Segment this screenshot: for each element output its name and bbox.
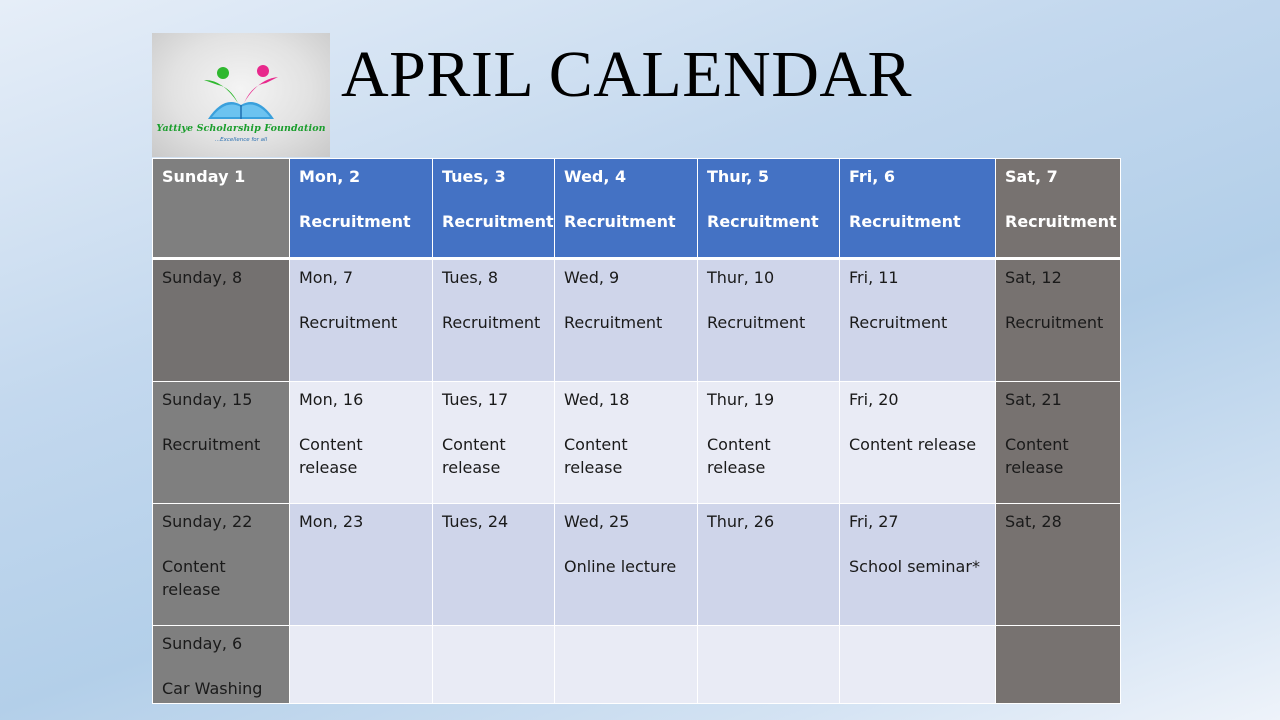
day-date: Fri, 27 [849,512,899,531]
day-event: Content release [564,435,628,477]
calendar-day-cell [290,159,433,259]
day-date: Tues, 24 [442,512,509,531]
calendar-week-row [153,626,1121,704]
day-date: Thur, 19 [707,390,775,409]
day-date: Fri, 6 [849,167,896,186]
day-event: Recruitment [564,313,663,332]
calendar-week-row [153,159,1121,259]
day-date: Thur, 10 [707,268,775,287]
day-date: Sunday, 22 [162,512,253,531]
day-event: Content release [299,435,363,477]
calendar-table [152,158,1121,704]
day-date: Tues, 8 [442,268,499,287]
day-date: Tues, 3 [442,167,506,186]
day-date: Tues, 17 [442,390,509,409]
day-event: Recruitment [299,313,398,332]
calendar-day-cell [840,504,996,626]
calendar-day-cell [433,382,555,504]
calendar-day-cell [290,626,433,704]
calendar-day-cell [153,159,290,259]
day-event: Online lecture [564,557,677,576]
day-date: Sat, 28 [1005,512,1062,531]
calendar-day-cell [290,504,433,626]
calendar-day-cell [433,159,555,259]
logo-tagline: ...Excellence for all [214,137,268,143]
calendar-day-cell [996,259,1121,382]
calendar-day-cell [698,504,840,626]
day-date: Wed, 9 [564,268,620,287]
day-event: School seminar* [849,557,980,576]
day-event: Recruitment [442,212,554,231]
foundation-logo [152,33,330,157]
calendar-day-cell [153,504,290,626]
day-date: Sunday, 15 [162,390,253,409]
calendar-week-row [153,504,1121,626]
calendar-day-cell [840,382,996,504]
day-event: Recruitment [564,212,676,231]
calendar-day-cell [840,259,996,382]
day-date: Sat, 21 [1005,390,1062,409]
day-event: Content release [162,557,226,599]
day-event: Recruitment [849,313,948,332]
calendar-day-cell [996,626,1121,704]
day-date: Sat, 7 [1005,167,1058,186]
day-date: Sat, 12 [1005,268,1062,287]
calendar-body [153,159,1121,704]
calendar-day-cell [433,504,555,626]
calendar-day-cell [153,259,290,382]
pink-figure-icon [257,65,269,77]
day-event: Recruitment [442,313,541,332]
day-date: Mon, 2 [299,167,361,186]
day-date: Fri, 11 [849,268,899,287]
calendar-day-cell [555,626,698,704]
calendar-day-cell [290,382,433,504]
calendar-day-cell [290,259,433,382]
day-event: Recruitment [1005,212,1117,231]
day-date: Mon, 7 [299,268,354,287]
day-event: Recruitment [707,212,819,231]
calendar-day-cell [555,159,698,259]
calendar-day-cell [698,382,840,504]
calendar-day-cell [698,626,840,704]
day-event: Content release [849,435,977,454]
calendar-day-cell [153,626,290,704]
calendar-day-cell [433,259,555,382]
calendar-day-cell [555,504,698,626]
calendar-day-cell [153,382,290,504]
calendar-day-cell [996,382,1121,504]
calendar-day-cell [996,159,1121,259]
calendar-day-cell [555,382,698,504]
page-title: APRIL CALENDAR [341,38,913,111]
day-date: Wed, 4 [564,167,627,186]
logo-name: Yattiye Scholarship Foundation [156,123,326,134]
day-date: Fri, 20 [849,390,899,409]
calendar-day-cell [698,259,840,382]
day-date: Mon, 23 [299,512,364,531]
calendar-week-row [153,382,1121,504]
day-date: Thur, 26 [707,512,775,531]
calendar-day-cell [840,626,996,704]
day-event: Recruitment [162,435,261,454]
day-date: Sunday, 8 [162,268,243,287]
day-event: Recruitment [707,313,806,332]
day-date: Wed, 25 [564,512,630,531]
day-date: Wed, 18 [564,390,630,409]
day-event: Content release [442,435,506,477]
day-date: Sunday, 6 [162,634,243,653]
day-date: Sunday 1 [162,167,246,186]
calendar-day-cell [840,159,996,259]
green-figure-icon [217,67,229,79]
day-date: Mon, 16 [299,390,364,409]
calendar-day-cell [698,159,840,259]
calendar-day-cell [996,504,1121,626]
calendar-week-row [153,259,1121,382]
day-event: Recruitment [849,212,961,231]
day-date: Thur, 5 [707,167,770,186]
day-event: Content release [1005,435,1069,477]
day-event: Car Washing [162,679,263,698]
day-event: Recruitment [299,212,411,231]
day-event: Content release [707,435,771,477]
day-event: Recruitment [1005,313,1104,332]
calendar-day-cell [555,259,698,382]
calendar-day-cell [433,626,555,704]
